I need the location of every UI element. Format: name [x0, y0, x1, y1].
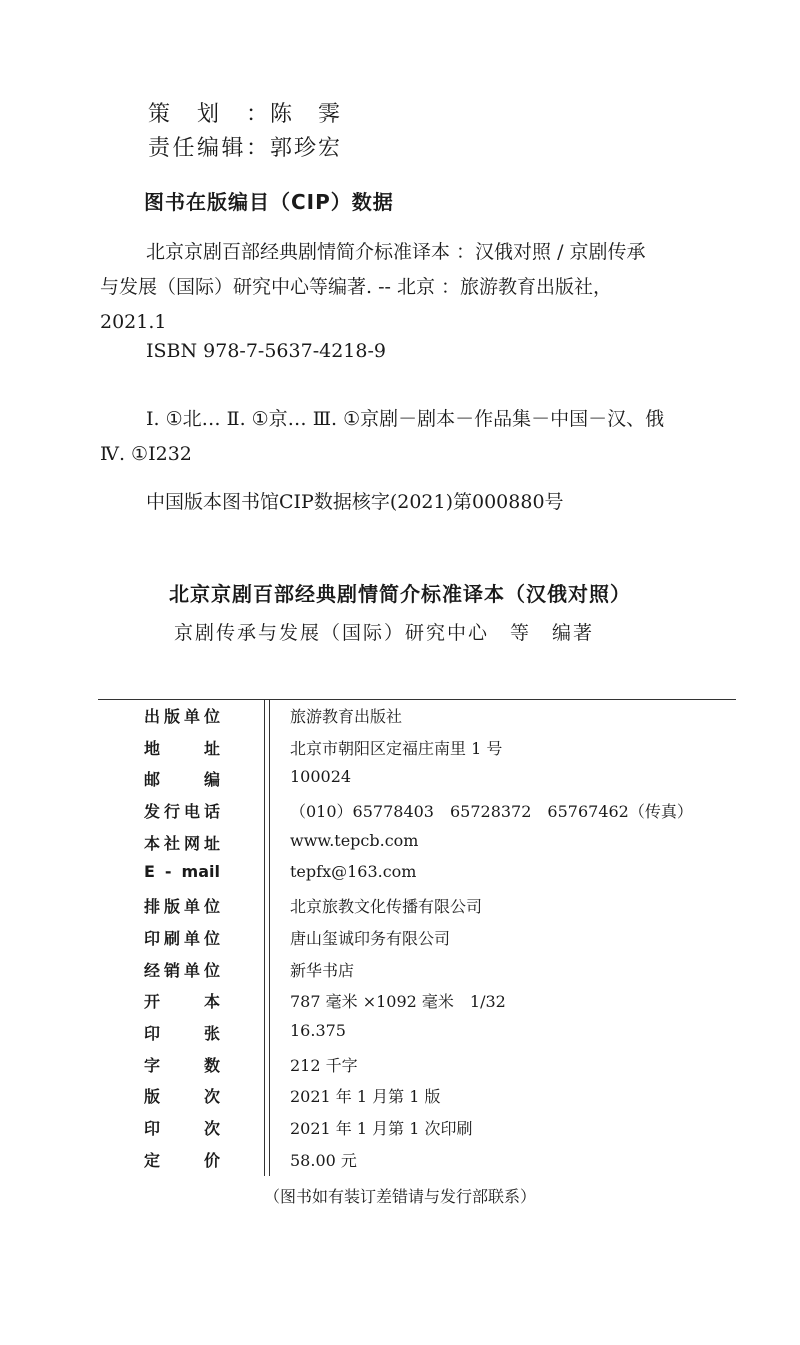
- info-label: 印次: [144, 1118, 220, 1138]
- info-label: 排版单位: [144, 897, 220, 917]
- credits-block: [148, 98, 342, 166]
- info-value: 北京市朝阳区定福庄南里 1 号: [290, 738, 503, 758]
- info-label: 定价: [144, 1150, 220, 1170]
- publication-info-table: [0, 700, 800, 1175]
- info-row: [0, 1017, 800, 1049]
- info-value: 北京旅教文化传播有限公司: [290, 897, 483, 917]
- credit-planner: [148, 98, 342, 132]
- info-label: 本社网址: [144, 833, 220, 853]
- info-value: 100024: [290, 767, 352, 787]
- info-row: [0, 1112, 800, 1144]
- cip-isbn: ISBN 978-7-5637-4218-9: [146, 340, 386, 362]
- info-row: [0, 954, 800, 986]
- info-label: 印张: [144, 1023, 220, 1043]
- info-row: [0, 732, 800, 764]
- info-label: 版次: [144, 1087, 220, 1107]
- info-value: （010）65778403 65728372 65767462（传真）: [290, 802, 693, 822]
- book-title: 北京京剧百部经典剧情简介标准译本（汉俄对照）: [169, 582, 631, 606]
- credit-label: 策划：: [148, 102, 270, 127]
- info-label: 发行电话: [144, 802, 220, 822]
- info-row: [0, 763, 800, 795]
- info-value: 新华书店: [290, 960, 355, 980]
- info-label: 开本: [144, 992, 220, 1012]
- info-value: 唐山玺诚印务有限公司: [290, 928, 451, 948]
- cip-check-number: 中国版本图书馆CIP数据核字(2021)第000880号: [146, 491, 564, 513]
- info-value: tepfx@163.com: [290, 862, 417, 882]
- footnote: （图书如有装订差错请与发行部联系）: [263, 1187, 536, 1206]
- cip-classification: Ⅰ. ①北… Ⅱ. ①京… Ⅲ. ①京剧－剧本－作品集－中国－汉、俄 Ⅳ. ①I232: [100, 408, 665, 465]
- info-label: 邮编: [144, 770, 220, 790]
- info-label: 出版单位: [144, 707, 220, 726]
- info-row: [0, 890, 800, 922]
- info-row: [0, 827, 800, 859]
- cip-heading: 图书在版编目（CIP）数据: [144, 190, 394, 214]
- cip-entry: 北京京剧百部经典剧情简介标准译本 ：汉俄对照 / 京剧传承与发展（国际）研究中心等编著. -- 北京 ：旅游教育出版社，2021.1: [100, 241, 646, 333]
- info-label: 地址: [144, 738, 220, 758]
- info-row: [0, 1049, 800, 1081]
- info-row: [0, 985, 800, 1017]
- credit-value: 郭珍宏: [270, 136, 343, 161]
- info-value: www.tepcb.com: [290, 830, 419, 850]
- info-value: 212 千字: [290, 1055, 358, 1075]
- info-value: 58.00 元: [290, 1150, 357, 1170]
- info-row: [0, 1144, 800, 1176]
- credit-label: 责任编辑：: [148, 136, 270, 161]
- info-row: [0, 858, 800, 890]
- credit-value: 陈 霁: [270, 102, 343, 127]
- info-label: 经销单位: [144, 960, 220, 980]
- info-value: 787 毫米 ×1092 毫米 1/32: [290, 992, 506, 1012]
- info-row: [0, 922, 800, 954]
- info-label: E - mail: [144, 862, 220, 882]
- info-row: [0, 1080, 800, 1112]
- info-label: 印刷单位: [144, 928, 220, 948]
- info-row: [0, 795, 800, 827]
- info-value: 2021 年 1 月第 1 次印刷: [290, 1118, 473, 1138]
- info-value: 2021 年 1 月第 1 版: [290, 1087, 441, 1107]
- credit-editor: [148, 132, 342, 166]
- info-row: [0, 700, 800, 732]
- info-value: 旅游教育出版社: [290, 707, 403, 726]
- book-authors: 京剧传承与发展（国际）研究中心 等 编著: [174, 622, 595, 644]
- info-value: 16.375: [290, 1020, 346, 1040]
- info-label: 字数: [144, 1055, 220, 1075]
